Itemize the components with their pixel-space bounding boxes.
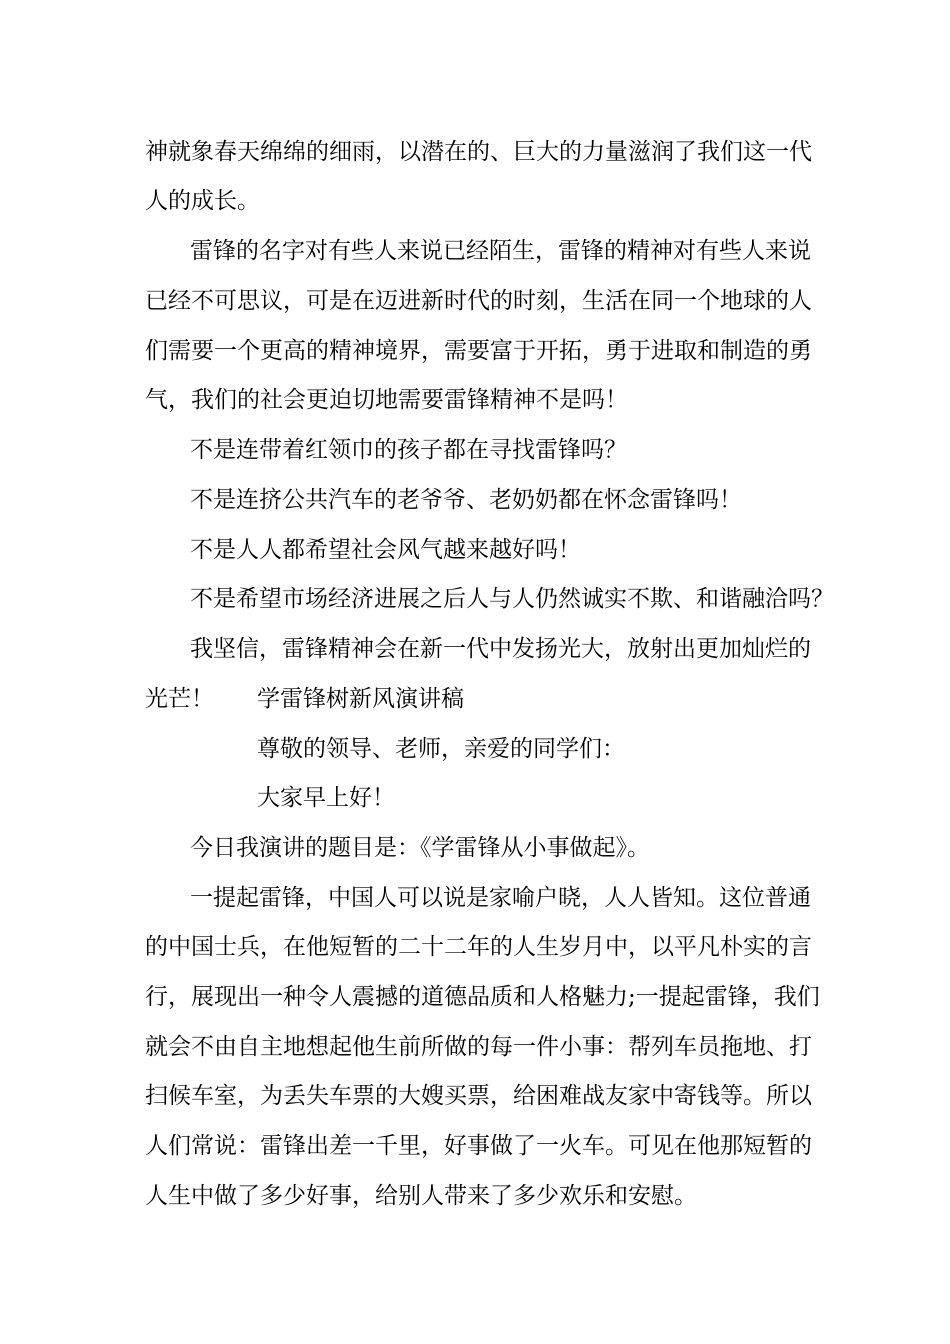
paragraph-line: 今日我演讲的题目是：《学雷锋从小事做起》。 [190, 835, 650, 861]
paragraph-line: 不是人人都希望社会风气越来越好吗！ [190, 537, 581, 563]
paragraph-line: 人的成长。 [145, 188, 260, 214]
paragraph-line: 扫候车室，为丢失车票的大嫂买票，给困难战友家中寄钱等。所以 [145, 1083, 812, 1109]
paragraph-line: 神就象春天绵绵的细雨，以潜在的、巨大的力量滋润了我们这一代 [145, 139, 812, 165]
speech-title: 学雷锋树新风演讲稿 [257, 686, 464, 712]
greeting: 大家早上好！ [257, 785, 395, 811]
paragraph-line: 我坚信，雷锋精神会在新一代中发扬光大，放射出更加灿烂的 [190, 636, 811, 662]
paragraph-line: 人们常说：雷锋出差一千里，好事做了一火车。可见在他那短暂的 [145, 1133, 812, 1159]
paragraph-line: 的中国士兵，在他短暂的二十二年的人生岁月中，以平凡朴实的言 [145, 934, 812, 960]
salutation: 尊敬的领导、老师，亲爱的同学们： [257, 736, 625, 762]
paragraph-line: 已经不可思议，可是在迈进新时代的时刻，生活在同一个地球的人 [145, 288, 812, 314]
paragraph-line: 行，展现出一种令人震撼的道德品质和人格魅力;一提起雷锋，我们 [145, 984, 820, 1010]
paragraph-line: 就会不由自主地想起他生前所做的每一件小事：帮列车员拖地、打 [145, 1034, 812, 1060]
paragraph-line: 气，我们的社会更迫切地需要雷锋精神不是吗！ [145, 387, 628, 413]
paragraph-line: 人生中做了多少好事，给别人带来了多少欢乐和安慰。 [145, 1183, 697, 1209]
paragraph-line: 不是连带着红领巾的孩子都在寻找雷锋吗？ [190, 437, 627, 463]
paragraph-line: 们需要一个更高的精神境界，需要富于开拓，勇于进取和制造的勇 [145, 338, 812, 364]
paragraph-line: 光芒！ [145, 686, 214, 712]
paragraph-line: 雷锋的名字对有些人来说已经陌生，雷锋的精神对有些人来说 [190, 238, 811, 264]
paragraph-line: 不是希望市场经济进展之后人与人仍然诚实不欺、和谐融洽吗？ [190, 586, 834, 612]
paragraph-line: 不是连挤公共汽车的老爷爷、老奶奶都在怀念雷锋吗！ [190, 487, 742, 513]
paragraph-line: 一提起雷锋，中国人可以说是家喻户晓，人人皆知。这位普通 [190, 885, 811, 911]
